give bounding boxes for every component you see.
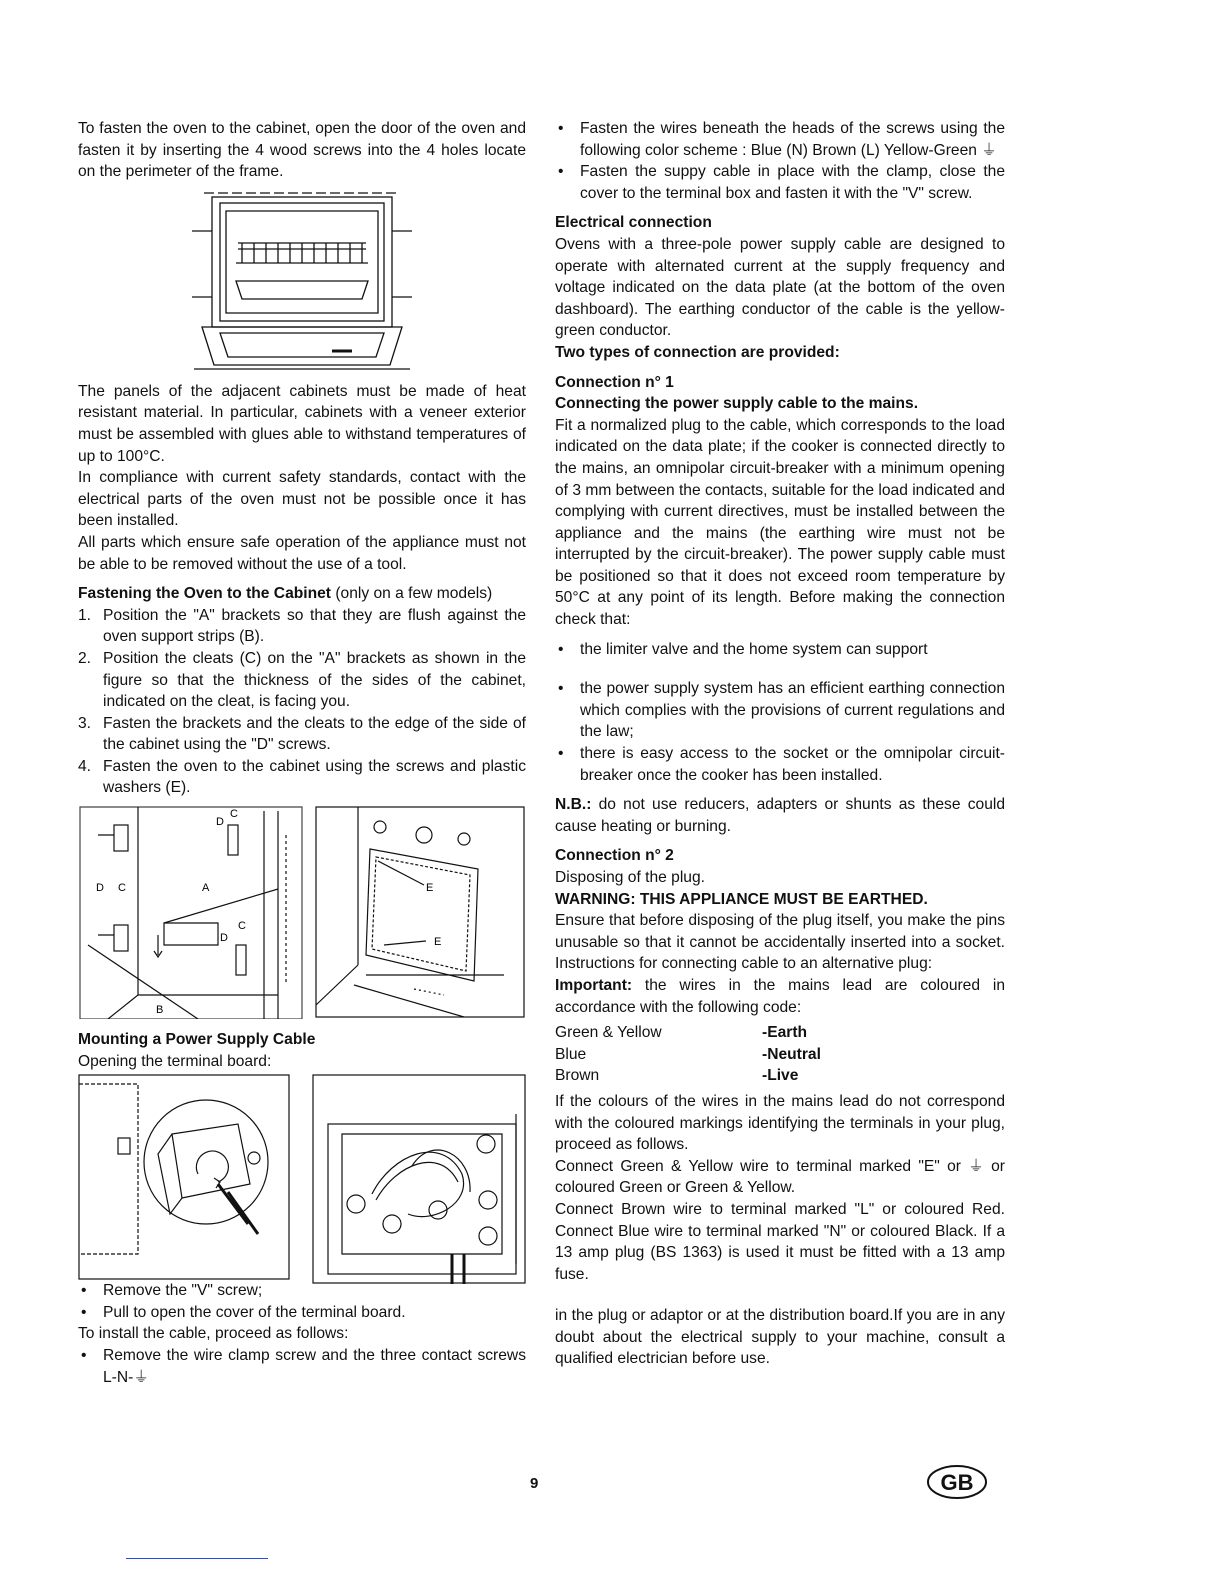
install-bullets <box>78 1345 526 1388</box>
connection2-subheading: Disposing of the plug. <box>555 869 705 886</box>
connection2-heading: Connection n° 2 <box>555 847 674 865</box>
nb-paragraph <box>555 794 1005 837</box>
important-label: Important: <box>555 976 633 994</box>
label-c: C <box>118 882 126 895</box>
label-b: B <box>156 1004 164 1017</box>
electrical-heading: Electrical connection <box>555 214 712 232</box>
list-item: • Pull to open the cover of the terminal board. <box>78 1302 526 1324</box>
intro-paragraph: To fasten the oven to the cabinet, open the door of the oven and fasten it by inserting the 4 wood screws into the 4 holes locate on the perimeter of the frame. <box>78 120 526 181</box>
oven-screw-fixing-illustration <box>314 805 526 1019</box>
ensure-paragraph: Ensure that before disposing of the plug itself, you make the pins unusable so that it cannot be accidentally inserted into a socket. Instructions for connecting cable to an alternative plug: <box>555 912 1005 973</box>
terminal-wiring-illustration <box>312 1074 526 1284</box>
svg-text:GB: GB <box>940 1470 974 1495</box>
fastening-step: 1. Position the "A" brackets so that they are flush against the oven support strips (B). <box>78 606 526 646</box>
footer-rule <box>126 1558 268 1559</box>
check-bullets <box>555 639 1005 787</box>
connection1-text: Fit a normalized plug to the cable, which corresponds to the load indicated on the data plate; if the cooker is connected directly to the mains, an omnipolar circuit-breaker with a minimum opening of 3 mm between the contacts, suitable for the load indicated and complying with current directives, must be installed between the appliance and the mains (the earthing wire must not be interrupted by the circuit-breaker). The power supply cable must be positioned so that it does not exceed room temperature by 50°C at any point of its length. Before making the connection check that: <box>555 416 1005 629</box>
label-a: A <box>202 882 210 895</box>
connect-green-paragraph: Connect Green & Yellow wire to terminal marked "E" or ⏚ or coloured Green or Green & Yellow. <box>555 1157 1005 1197</box>
if-colours-paragraph: If the colours of the wires in the mains lead do not correspond with the coloured markings identifying the terminals in your plug, proceed as follows. <box>555 1092 1005 1154</box>
left-column <box>78 118 526 1388</box>
label-d: D <box>96 882 104 895</box>
important-paragraph <box>555 975 1005 1018</box>
fastening-heading: Fastening the Oven to the Cabinet <box>78 585 331 603</box>
table-row: Green & Yellow -Earth <box>555 1024 808 1042</box>
label-c: C <box>230 808 238 821</box>
final-paragraph: in the plug or adaptor or at the distribution board.If you are in any doubt about the electrical supply to your machine, consult a qualified electrician before use. <box>555 1307 1005 1368</box>
label-d: D <box>216 816 224 829</box>
page-number: 9 <box>530 1475 539 1492</box>
table-row: Brown -Live <box>555 1067 799 1085</box>
list-item: • Remove the wire clamp screw and the three contact screws L-N-⏚ <box>78 1345 526 1388</box>
bracket-mounting-illustration <box>78 805 304 1019</box>
list-item: • Fasten the suppy cable in place with the clamp, close the cover to the terminal box and fasten it with the "V" screw. <box>555 161 1005 204</box>
list-item: • there is easy access to the socket or the omnipolar circuit-breaker once the cooker has been installed. <box>555 743 1005 786</box>
gb-language-badge <box>926 1464 988 1500</box>
list-item: • Remove the "V" screw; <box>78 1280 526 1302</box>
connection1-heading: Connection n° 1 <box>555 373 674 391</box>
all-parts-paragraph: All parts which ensure safe operation of the appliance must not be able to be removed without the use of a tool. <box>78 533 526 573</box>
fastening-section <box>78 583 526 605</box>
terminal-cover-illustration <box>78 1074 290 1280</box>
mounting-heading: Mounting a Power Supply Cable <box>78 1031 316 1049</box>
important-text: the wires in the mains lead are coloured in accordance with the following code: <box>555 976 1005 1016</box>
wire-bullets <box>555 118 1005 204</box>
wire-colour-table <box>555 1022 821 1087</box>
label-c: C <box>238 920 246 933</box>
label-d: D <box>220 932 228 945</box>
label-e: E <box>434 936 442 949</box>
warning-text: WARNING: THIS APPLIANCE MUST BE EARTHED. <box>555 890 928 908</box>
install-intro: To install the cable, proceed as follows: <box>78 1325 349 1343</box>
fastening-step: 3. Fasten the brackets and the cleats to the edge of the side of the cabinet using the "D" screws. <box>78 714 526 754</box>
panels-paragraph: The panels of the adjacent cabinets must be made of heat resistant material. In particular, cabinets with a veneer exterior must be assembled with glues able to withstand temperatures of up to 100°C. <box>78 382 526 465</box>
compliance-paragraph: In compliance with current safety standards, contact with the electrical parts of the oven must not be possible once it has been installed. <box>78 469 526 530</box>
fastening-step: 2. Position the cleats (C) on the "A" brackets as shown in the figure so that the thickness of the sides of the cabinet, indicated on the cleat, is facing you. <box>78 649 526 711</box>
connect-brown-paragraph: Connect Brown wire to terminal marked "L" or coloured Red. Connect Blue wire to terminal marked "N" or coloured Black. If a 13 amp plug (BS 1363) is used it must be fitted with a 13 amp fuse. <box>555 1200 1005 1283</box>
opening-caption: Opening the terminal board: <box>78 1052 272 1070</box>
label-e: E <box>426 882 434 895</box>
nb-text: do not use reducers, adapters or shunts as these could cause heating or burning. <box>555 796 1006 835</box>
nb-label: N.B.: <box>555 796 592 814</box>
electrical-text: Ovens with a three-pole power supply cable are designed to operate with alternated current at the supply frequency and voltage indicated on the data plate (at the bottom of the oven dashboard). The earthing conductor of the cable is the yellow-green conductor. <box>555 235 1005 340</box>
fastening-steps <box>78 605 526 799</box>
table-row: Blue -Neutral <box>555 1045 821 1063</box>
oven-front-illustration <box>192 187 412 373</box>
list-item: • the power supply system has an efficient earthing connection which complies with the provisions of current regulations and the law; <box>555 678 1005 743</box>
right-column <box>555 118 1005 1370</box>
fastening-note: (only on a few models) <box>335 585 493 603</box>
connection1-subheading: Connecting the power supply cable to the mains. <box>555 395 919 413</box>
two-types-heading: Two types of connection are provided: <box>555 343 840 361</box>
list-item: • the limiter valve and the home system can support <box>555 639 1005 661</box>
opening-bullets <box>78 1280 526 1323</box>
fastening-step: 4. Fasten the oven to the cabinet using the screws and plastic washers (E). <box>78 757 526 797</box>
list-item: • Fasten the wires beneath the heads of the screws using the following color scheme : Blue (N) Brown (L) Yellow-Green ⏚ <box>555 118 1005 161</box>
